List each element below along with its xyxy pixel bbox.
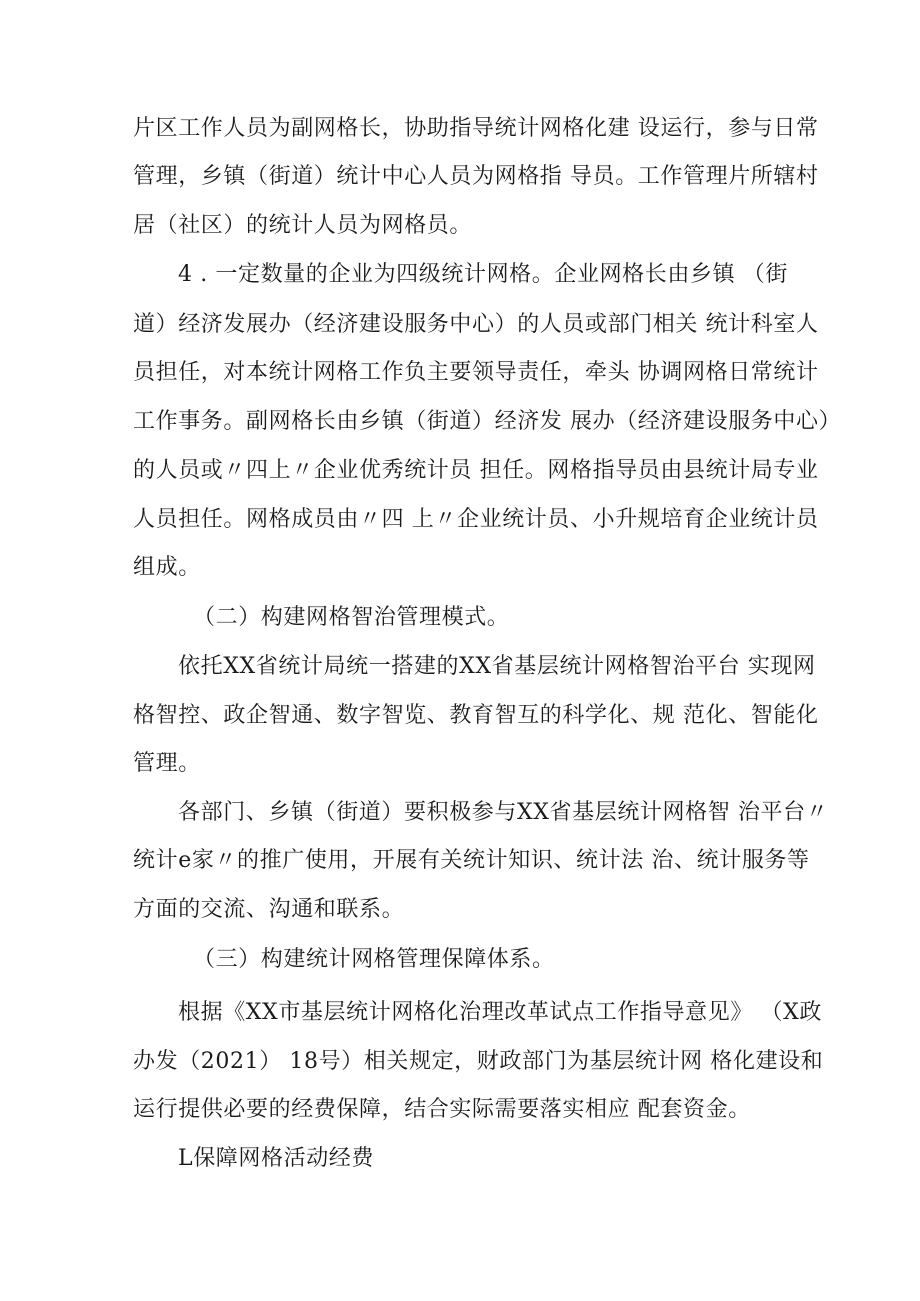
- text-line: 管理，乡镇（街道）统计中心人员为网格指 导员。工作管理片所辖村: [133, 164, 819, 189]
- text-line: 片区工作人员为副网格长，协助指导统计网格化建 设运行，参与日常: [133, 116, 819, 141]
- text-line: 管理。: [133, 751, 201, 776]
- text-line: 各部门、乡镇（街道）要积极参与XX省基层统计网格智 治平台〃: [178, 800, 829, 825]
- text-line: 依托XX省统计局统一搭建的XX省基层统计网格智治平台 实现网: [178, 654, 816, 679]
- subsection-heading: L保障网格活动经费: [178, 1146, 375, 1171]
- text-line: 4 . 一定数量的企业为四级统计网格。企业网格长由乡镇 （街: [178, 262, 788, 287]
- text-line: 方面的交流、沟通和联系。: [133, 897, 405, 922]
- section-heading: （三）构建统计网格管理保障体系。: [193, 947, 555, 972]
- text-line: 的人员或〃四上〃企业优秀统计员 担任。网格指导员由县统计局专业: [133, 458, 819, 483]
- text-line: 工作事务。副网格长由乡镇（街道）经济发 展办（经济建设服务中心）: [133, 409, 842, 434]
- text-line: 办发（2021） 18号）相关规定，财政部门为基层统计网 格化建设和: [133, 1049, 824, 1074]
- text-line: 根据《XX市基层统计网格化治理改革试点工作指导意见》 （X政: [178, 1000, 822, 1025]
- text-line: 运行提供必要的经费保障，结合实际需要落实相应 配套资金。: [133, 1097, 751, 1122]
- section-heading: （二）构建网格智治管理模式。: [193, 605, 510, 630]
- text-line: 组成。: [133, 555, 201, 580]
- text-line: 格智控、政企智通、数字智览、教育智互的科学化、规 范化、智能化: [133, 703, 819, 728]
- text-line: 统计e家〃的推广使用，开展有关统计知识、统计法 治、统计服务等: [133, 848, 810, 873]
- text-line: 人员担任。网格成员由〃四 上〃企业统计员、小升规培育企业统计员: [133, 507, 819, 532]
- text-line: 员担任，对本统计网格工作负主要领导责任，牵头 协调网格日常统计: [133, 360, 819, 385]
- text-line: 居（社区）的统计人员为网格员。: [133, 213, 473, 238]
- text-line: 道）经济发展办（经济建设服务中心）的人员或部门相关 统计科室人: [133, 312, 819, 337]
